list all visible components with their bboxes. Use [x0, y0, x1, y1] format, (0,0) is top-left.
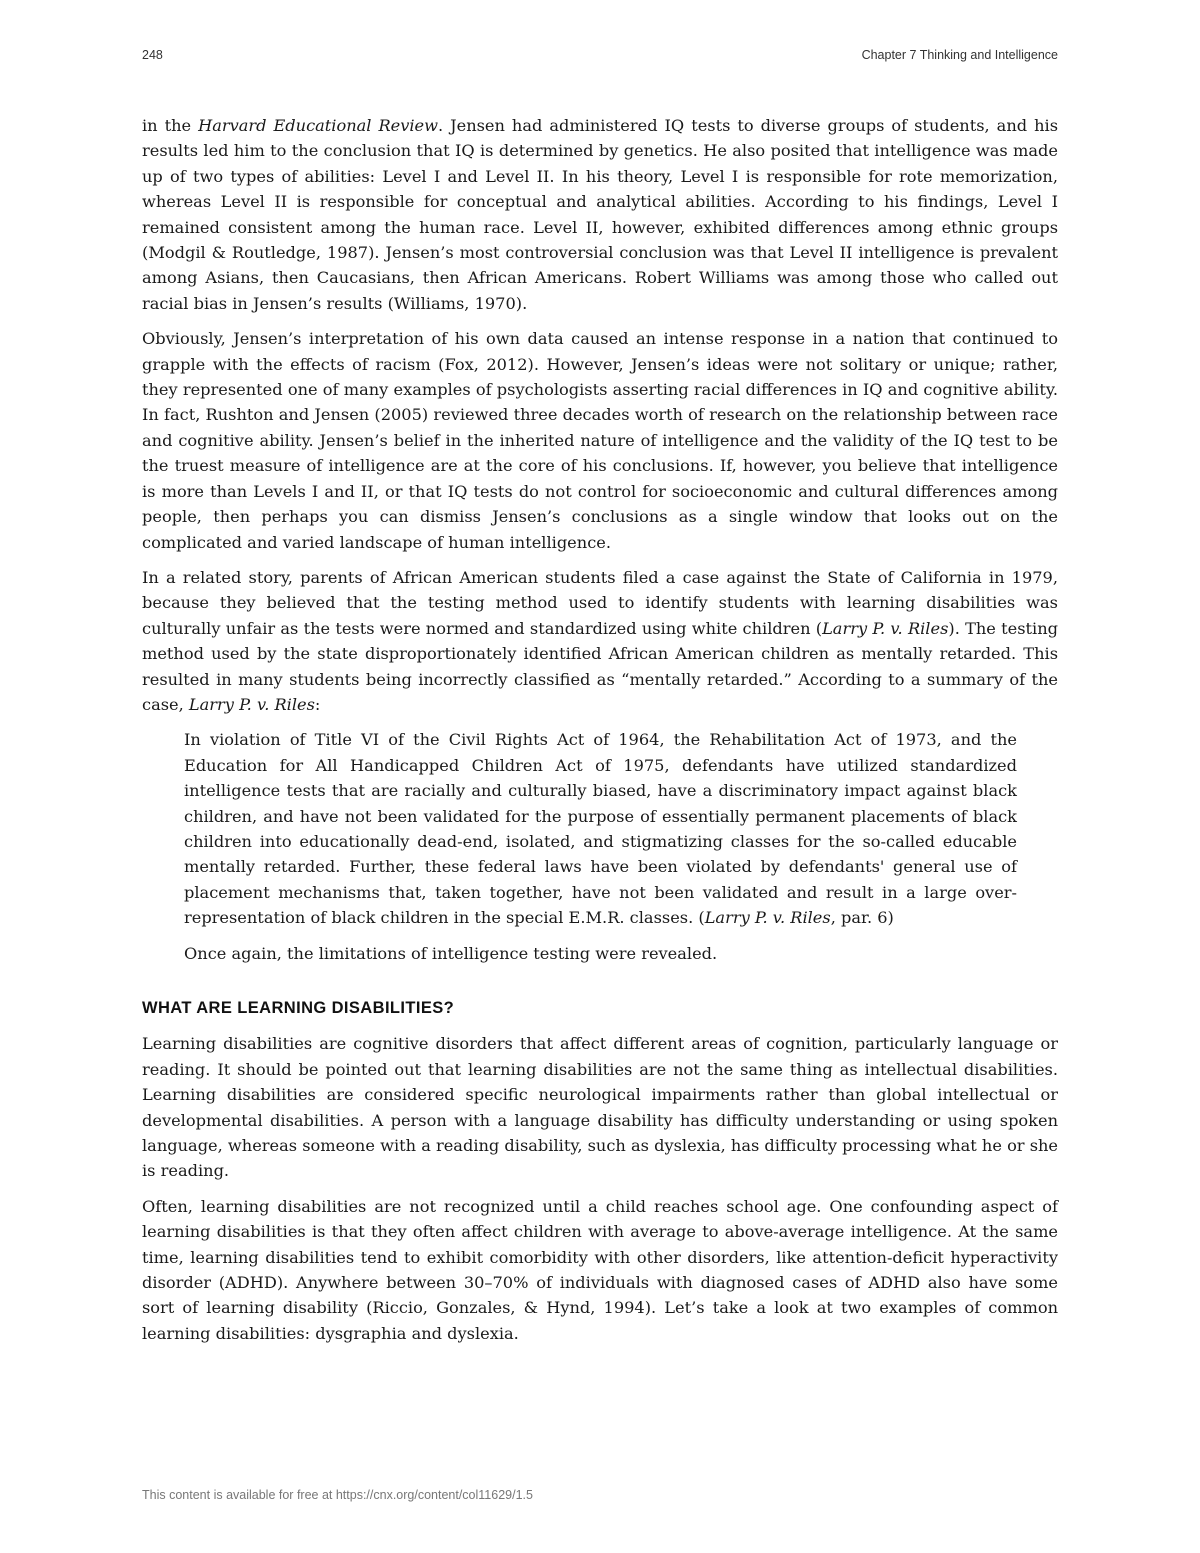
page-content	[142, 113, 1058, 1356]
paragraph-jensen-review	[142, 113, 1058, 316]
page-number: 248	[142, 48, 163, 62]
journal-title: Harvard Educational Review	[198, 116, 438, 135]
quote-part: In violation of Title VI of the Civil Rights Act of 1964, the Rehabilitation Act of 1973, and the Education for All Handicapped Children Act of 1975, defendants have utilized standardized intelligence tests that are racially and culturally biased, have a discriminatory impact against black children, and have not been validated for the purpose of essentially permanent placements of black children into educationally dead-end, isolated, and stigmatizing classes for the so-called educable mentally retarded. Further, these federal laws have been violated by defendants' general use of placement mechanisms that, taken together, have not been validated and result in a large over-representation of black children in the special E.M.R. classes. (	[184, 730, 1017, 928]
paragraph-learning-disabilities-recognition: Often, learning disabilities are not recognized until a child reaches school age. One confounding aspect of learning disabilities is that they often affect children with average to above-average intelligence. At the same time, learning disabilities tend to exhibit comorbidity with other disorders, like attention-deficit hyperactivity disorder (ADHD). Anywhere between 30–70% of individuals with diagnosed cases of ADHD also have some sort of learning disability (Riccio, Gonzales, & Hynd, 1994). Let’s take a look at two examples of common learning disabilities: dysgraphia and dyslexia.	[142, 1196, 1058, 1343]
case-quote	[184, 727, 1017, 966]
paragraph-lead: in the	[142, 116, 199, 135]
case-name: Larry P. v. Riles	[822, 618, 949, 638]
paragraph-part: ). The testing method used by the state disproportionately identified African American children as mentally retarded. This resulted in many students being incorrectly classified as “mentally retarded.” According to a summary of the case,	[142, 618, 1058, 714]
page-footer: This content is available for free at https://cnx.org/content/col11629/1.5	[142, 1488, 533, 1502]
page-header	[142, 48, 1058, 68]
paragraph-learning-disabilities-definition: Learning disabilities are cognitive disorders that affect different areas of cognition, particularly language or reading. It should be pointed out that learning disabilities are not the same thing as intellectual disabilities. Learning disabilities are considered specific neurological impairments rather than global intellectual or developmental disabilities. A person with a language disability has difficulty understanding or using spoken language, whereas someone with a reading disability, such as dyslexia, has difficulty processing what he or she is reading.	[142, 1034, 1059, 1181]
paragraph-part: :	[314, 694, 321, 714]
chapter-title: Chapter 7 Thinking and Intelligence	[861, 48, 1058, 62]
paragraph-body: . Jensen had administered IQ tests to diverse groups of students, and his results led him to the conclusion that IQ is determined by genetics. He also posited that intelligence was made up of two types of abilities: Level I and Level II. In his theory, Level I is responsible for rote memorization, whereas Level II is responsible for conceptual and analytical abilities. According to his findings, Level I remained consistent among the human race. Level II, however, exhibited differences among ethnic groups (Modgil & Routledge, 1987). Jensen’s most controversial conclusion was that Level II intelligence is prevalent among Asians, then Caucasians, then African Americans. Robert Williams was among those who called out racial bias in Jensen’s results (Williams, 1970).	[142, 116, 1059, 313]
quote-part: , par. 6)	[830, 908, 894, 928]
quote-followup: Once again, the limitations of intelligence testing were revealed.	[184, 943, 718, 963]
section-heading: WHAT ARE LEARNING DISABILITIES?	[142, 999, 455, 1017]
quote-body	[184, 727, 1017, 930]
case-name: Larry P. v. Riles	[188, 694, 315, 714]
paragraph-part: In a related story, parents of African American students filed a case against the State of California in 1979, because they believed that the testing method used to identify students with learning disabilities was culturally unfair as the tests were normed and standardized using white children (	[142, 567, 1058, 638]
case-name: Larry P. v. Riles	[704, 908, 831, 928]
paragraph-jensen-interpretation: Obviously, Jensen’s interpretation of his own data caused an intense response in a nation that continued to grapple with the effects of racism (Fox, 2012). However, Jensen’s ideas were not solitary or unique; rather, they represented one of many examples of psychologists asserting racial differences in IQ and cognitive ability. In fact, Rushton and Jensen (2005) reviewed three decades worth of research on the relationship between race and cognitive ability. Jensen’s belief in the inherited nature of intelligence and the validity of the IQ test to be the truest measure of intelligence are at the core of his conclusions. If, however, you believe that intelligence is more than Levels I and II, or that IQ tests do not control for socioeconomic and cultural differences among people, then perhaps you can dismiss Jensen’s conclusions as a single window that looks out on the complicated and varied landscape of human intelligence.	[142, 329, 1058, 552]
paragraph-related-story	[142, 565, 1058, 717]
